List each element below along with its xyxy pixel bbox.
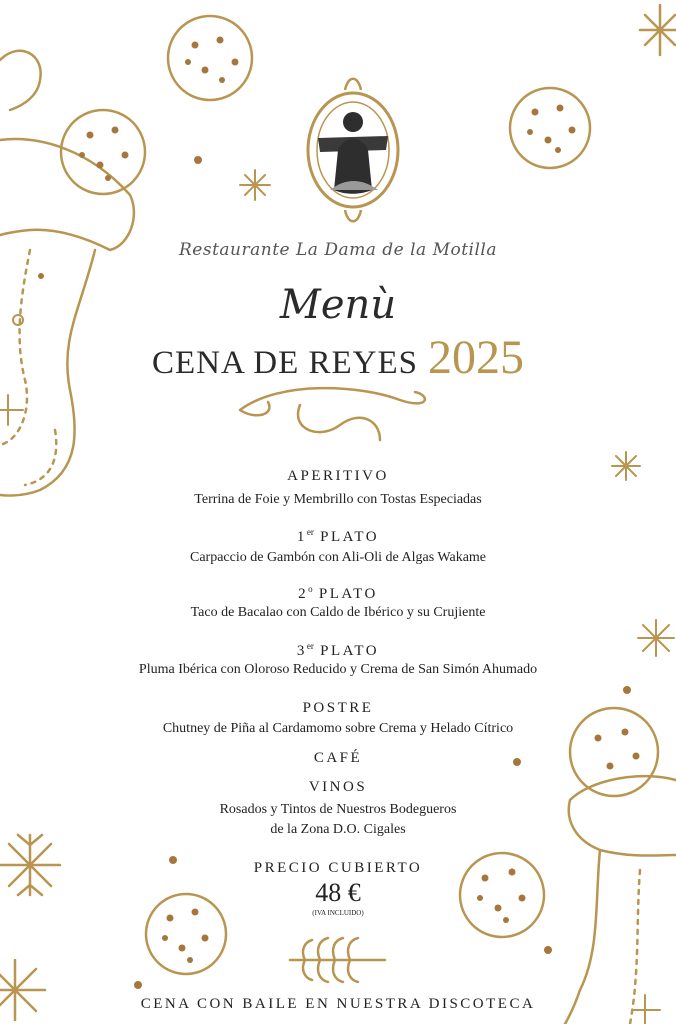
- section-cafe-title: CAFÉ: [313, 750, 363, 766]
- price-label: PRECIO CUBIERTO: [253, 860, 423, 876]
- plato2-sup: o: [308, 584, 313, 594]
- footer-text: CENA CON BAILE EN NUESTRA DISCOTECA: [140, 996, 536, 1012]
- section-plato2-title: [0, 584, 676, 603]
- plato3-label: PLATO: [320, 643, 380, 659]
- snowflake-icon: [640, 5, 676, 55]
- plato1-number: 1: [296, 529, 307, 545]
- section-plato3-item: Pluma Ibérica con Oloroso Reducido y Crema de San Simón Ahumado: [138, 662, 538, 677]
- flourish-ornament: [240, 388, 425, 440]
- section-postre-title: POSTRE: [302, 700, 374, 716]
- plato3-number: 3: [296, 643, 307, 659]
- section-plato2-item: Taco de Bacalao con Caldo de Ibérico y su Crujiente: [190, 605, 486, 620]
- cameo-logo: [308, 79, 398, 222]
- plato3-sup: er: [306, 641, 314, 651]
- page-title: [0, 330, 676, 385]
- plato1-sup: er: [306, 527, 314, 537]
- stocking-left-icon: [0, 51, 134, 496]
- laurel-ornament: [290, 938, 385, 982]
- plato2-number: 2: [298, 586, 309, 602]
- title-year: 2025: [428, 331, 524, 384]
- cookie-icon: [168, 16, 252, 100]
- section-postre-item: Chutney de Piña al Cardamomo sobre Crema y Helado Cítrico: [162, 721, 514, 736]
- section-aperitivo-title: APERITIVO: [287, 468, 389, 484]
- price-amount: 48 €: [315, 878, 361, 907]
- restaurant-name: Restaurante La Dama de la Motilla: [178, 240, 497, 260]
- section-aperitivo-item: Terrina de Foie y Membrillo con Tostas Especiadas: [194, 492, 482, 507]
- plato2-label: PLATO: [318, 586, 378, 602]
- price-note: (IVA INCLUIDO): [312, 909, 364, 917]
- section-plato1-item: Carpaccio de Gambón con Ali-Oli de Algas Wakame: [189, 550, 487, 565]
- section-vinos-title: VINOS: [308, 779, 368, 795]
- title-text: CENA DE REYES: [151, 345, 418, 381]
- cookie-icon: [510, 88, 590, 168]
- section-plato3-title: [0, 641, 676, 660]
- section-vinos-line2: de la Zona D.O. Cigales: [270, 822, 406, 837]
- menu-word: Menù: [279, 282, 397, 328]
- section-vinos-line1: Rosados y Tintos de Nuestros Bodegueros: [219, 802, 457, 817]
- plato1-label: PLATO: [320, 529, 380, 545]
- section-plato1-title: [0, 527, 676, 546]
